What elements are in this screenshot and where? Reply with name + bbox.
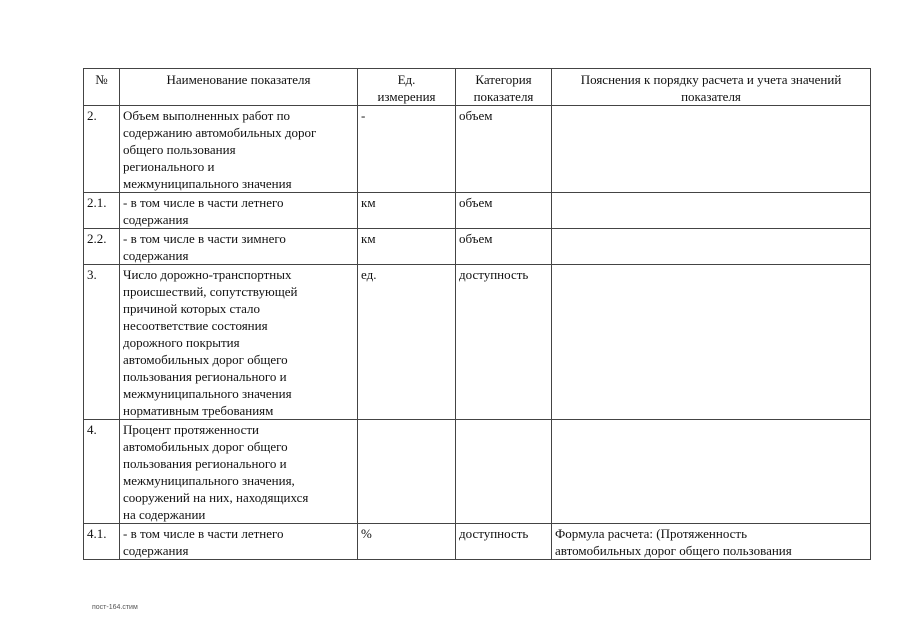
row-explanation [552, 106, 871, 193]
header-num: № [84, 69, 120, 106]
row-category: доступность [456, 265, 552, 420]
table-row [84, 106, 871, 193]
row-unit: - [358, 106, 456, 193]
row-num: 2.1. [84, 193, 120, 229]
table-row [84, 265, 871, 420]
table-row [84, 420, 871, 524]
table-row [84, 524, 871, 560]
header-unit: Ед. измерения [358, 69, 456, 106]
table-row [84, 229, 871, 265]
row-explanation [552, 265, 871, 420]
row-name: - в том числе в части летнего содержания [120, 524, 358, 560]
table-header-row [84, 69, 871, 106]
indicators-table [83, 68, 871, 560]
row-category: объем [456, 193, 552, 229]
row-category: доступность [456, 524, 552, 560]
header-explanation: Пояснения к порядку расчета и учета значений показателя [552, 69, 871, 106]
header-name: Наименование показателя [120, 69, 358, 106]
row-category: объем [456, 229, 552, 265]
table-row [84, 193, 871, 229]
row-name: Процент протяженности автомобильных дорог общего пользования регионального и межмуниципального значения, сооружений на них, находящихся на содержании [120, 420, 358, 524]
row-unit: км [358, 193, 456, 229]
row-name: - в том числе в части летнего содержания [120, 193, 358, 229]
row-name: - в том числе в части зимнего содержания [120, 229, 358, 265]
row-unit: % [358, 524, 456, 560]
header-category: Категория показателя [456, 69, 552, 106]
row-unit: км [358, 229, 456, 265]
row-category [456, 420, 552, 524]
row-category: объем [456, 106, 552, 193]
row-explanation [552, 193, 871, 229]
row-explanation: Формула расчета: (Протяженность автомобильных дорог общего пользования [552, 524, 871, 560]
row-num: 4.1. [84, 524, 120, 560]
row-unit: ед. [358, 265, 456, 420]
row-num: 2. [84, 106, 120, 193]
row-unit [358, 420, 456, 524]
row-explanation [552, 420, 871, 524]
row-explanation [552, 229, 871, 265]
row-num: 3. [84, 265, 120, 420]
row-name: Объем выполненных работ по содержанию автомобильных дорог общего пользования регионального и межмуниципального значения [120, 106, 358, 193]
row-num: 4. [84, 420, 120, 524]
row-num: 2.2. [84, 229, 120, 265]
footer-mark: пост-164.стим [92, 604, 138, 611]
row-name: Число дорожно-транспортных происшествий, сопутствующей причиной которых стало несоответствие состояния дорожного покрытия автомобильных дорог общего пользования регионального и межмуниципального значения нормативным требованиям [120, 265, 358, 420]
